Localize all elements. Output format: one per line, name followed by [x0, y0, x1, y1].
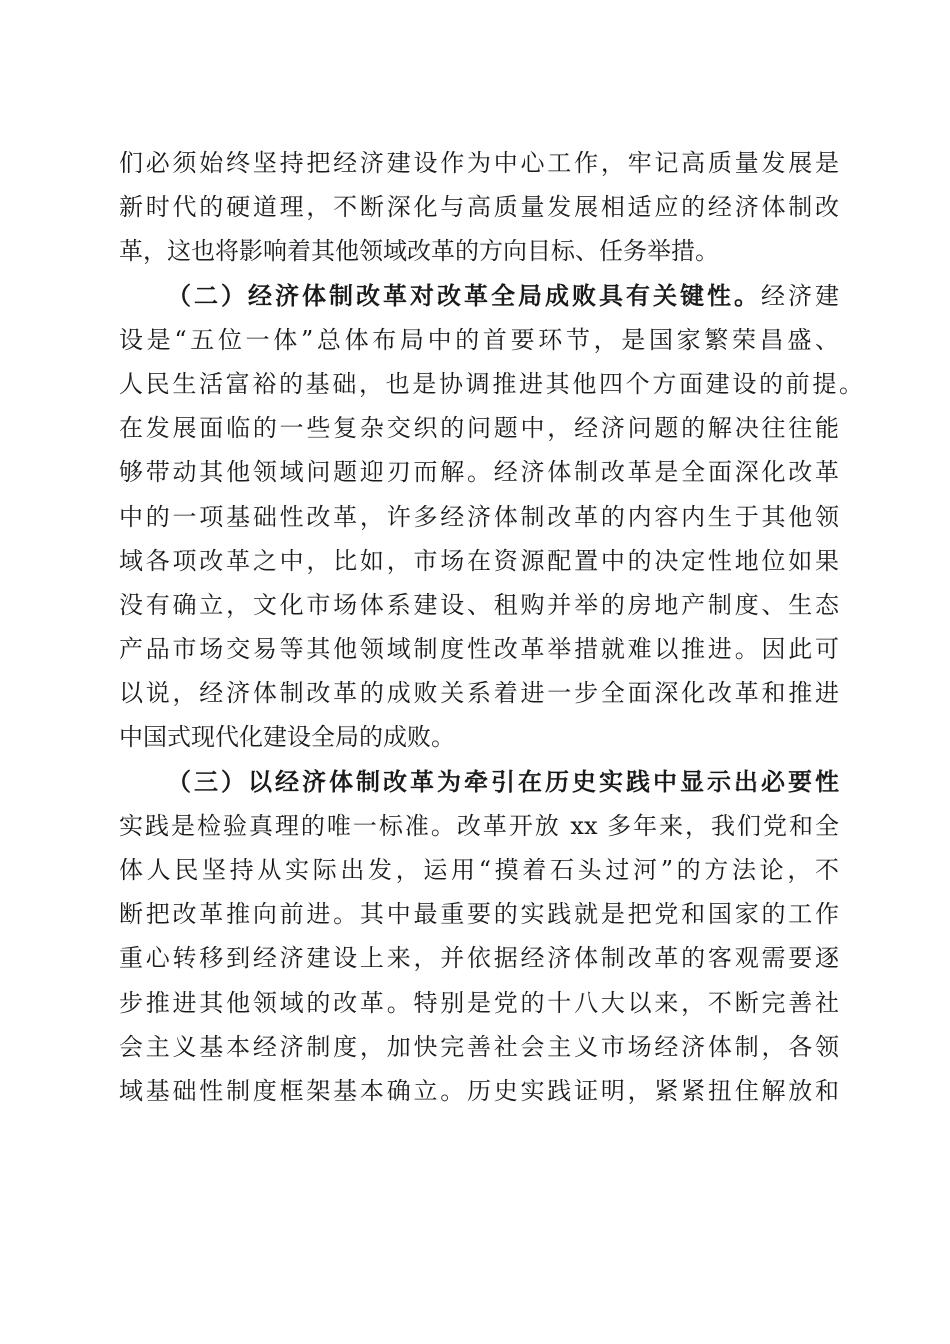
- paragraph-1: [119, 141, 839, 274]
- text-line: 产品市场交易等其他领域制度性改革举措就难以推进。因此可: [119, 635, 839, 664]
- text-line: 以说，经济体制改革的成败关系着进一步全面深化改革和推进: [119, 679, 839, 708]
- text-line: 人民生活富裕的基础，也是协调推进其他四个方面建设的前提。: [119, 369, 863, 398]
- text-line: [119, 760, 839, 804]
- text-line: [119, 274, 839, 318]
- text-line: 会主义基本经济制度，加快完善社会主义市场经济体制，各领: [119, 1032, 839, 1061]
- text-line: 中的一项基础性改革，许多经济体制改革的内容内生于其他领: [119, 502, 839, 531]
- text-line: 步推进其他领域的改革。特别是党的十八大以来，不断完善社: [119, 988, 839, 1017]
- text-line: 们必须始终坚持把经济建设作为中心工作，牢记高质量发展是: [119, 149, 839, 177]
- paragraph-2: [119, 274, 863, 760]
- text-line: 设是“五位一体”总体布局中的首要环节，是国家繁荣昌盛、: [119, 325, 839, 354]
- section-heading-3: （三）以经济体制改革为牵引在历史实践中显示出必要性: [167, 766, 839, 796]
- text-line: 没有确立，文化市场体系建设、租购并举的房地产制度、生态: [119, 590, 839, 619]
- text-line: 重心转移到经济建设上来，并依据经济体制改革的客观需要逐: [119, 944, 839, 973]
- text-line: 域各项改革之中，比如，市场在资源配置中的决定性地位如果: [119, 546, 839, 575]
- text-line: 体人民坚持从实际出发，运用“摸着石头过河”的方法论，不: [119, 856, 839, 884]
- heading-tail-text: 经济建: [761, 281, 839, 310]
- text-line: 域基础性制度框架基本确立。历史实践证明，紧紧扭住解放和: [119, 1076, 839, 1105]
- document-body: [119, 141, 863, 1113]
- text-line: 革，这也将影响着其他领域改革的方向目标、任务举措。: [119, 237, 719, 266]
- paragraph-3: [119, 760, 839, 1114]
- text-line: 实践是检验真理的唯一标准。改革开放 xx 多年来，我们党和全: [119, 811, 839, 840]
- text-line: 中国式现代化建设全局的成败。: [119, 723, 455, 752]
- text-line: 在发展面临的一些复杂交织的问题中，经济问题的解决往往能: [119, 414, 839, 443]
- text-line: 够带动其他领域问题迎刃而解。经济体制改革是全面深化改革: [119, 458, 839, 487]
- text-line: 新时代的硬道理，不断深化与高质量发展相适应的经济体制改: [119, 193, 839, 222]
- text-line: 断把改革推向前进。其中最重要的实践就是把党和国家的工作: [119, 900, 839, 929]
- section-heading-2: （二）经济体制改革对改革全局成败具有关键性。: [167, 280, 761, 310]
